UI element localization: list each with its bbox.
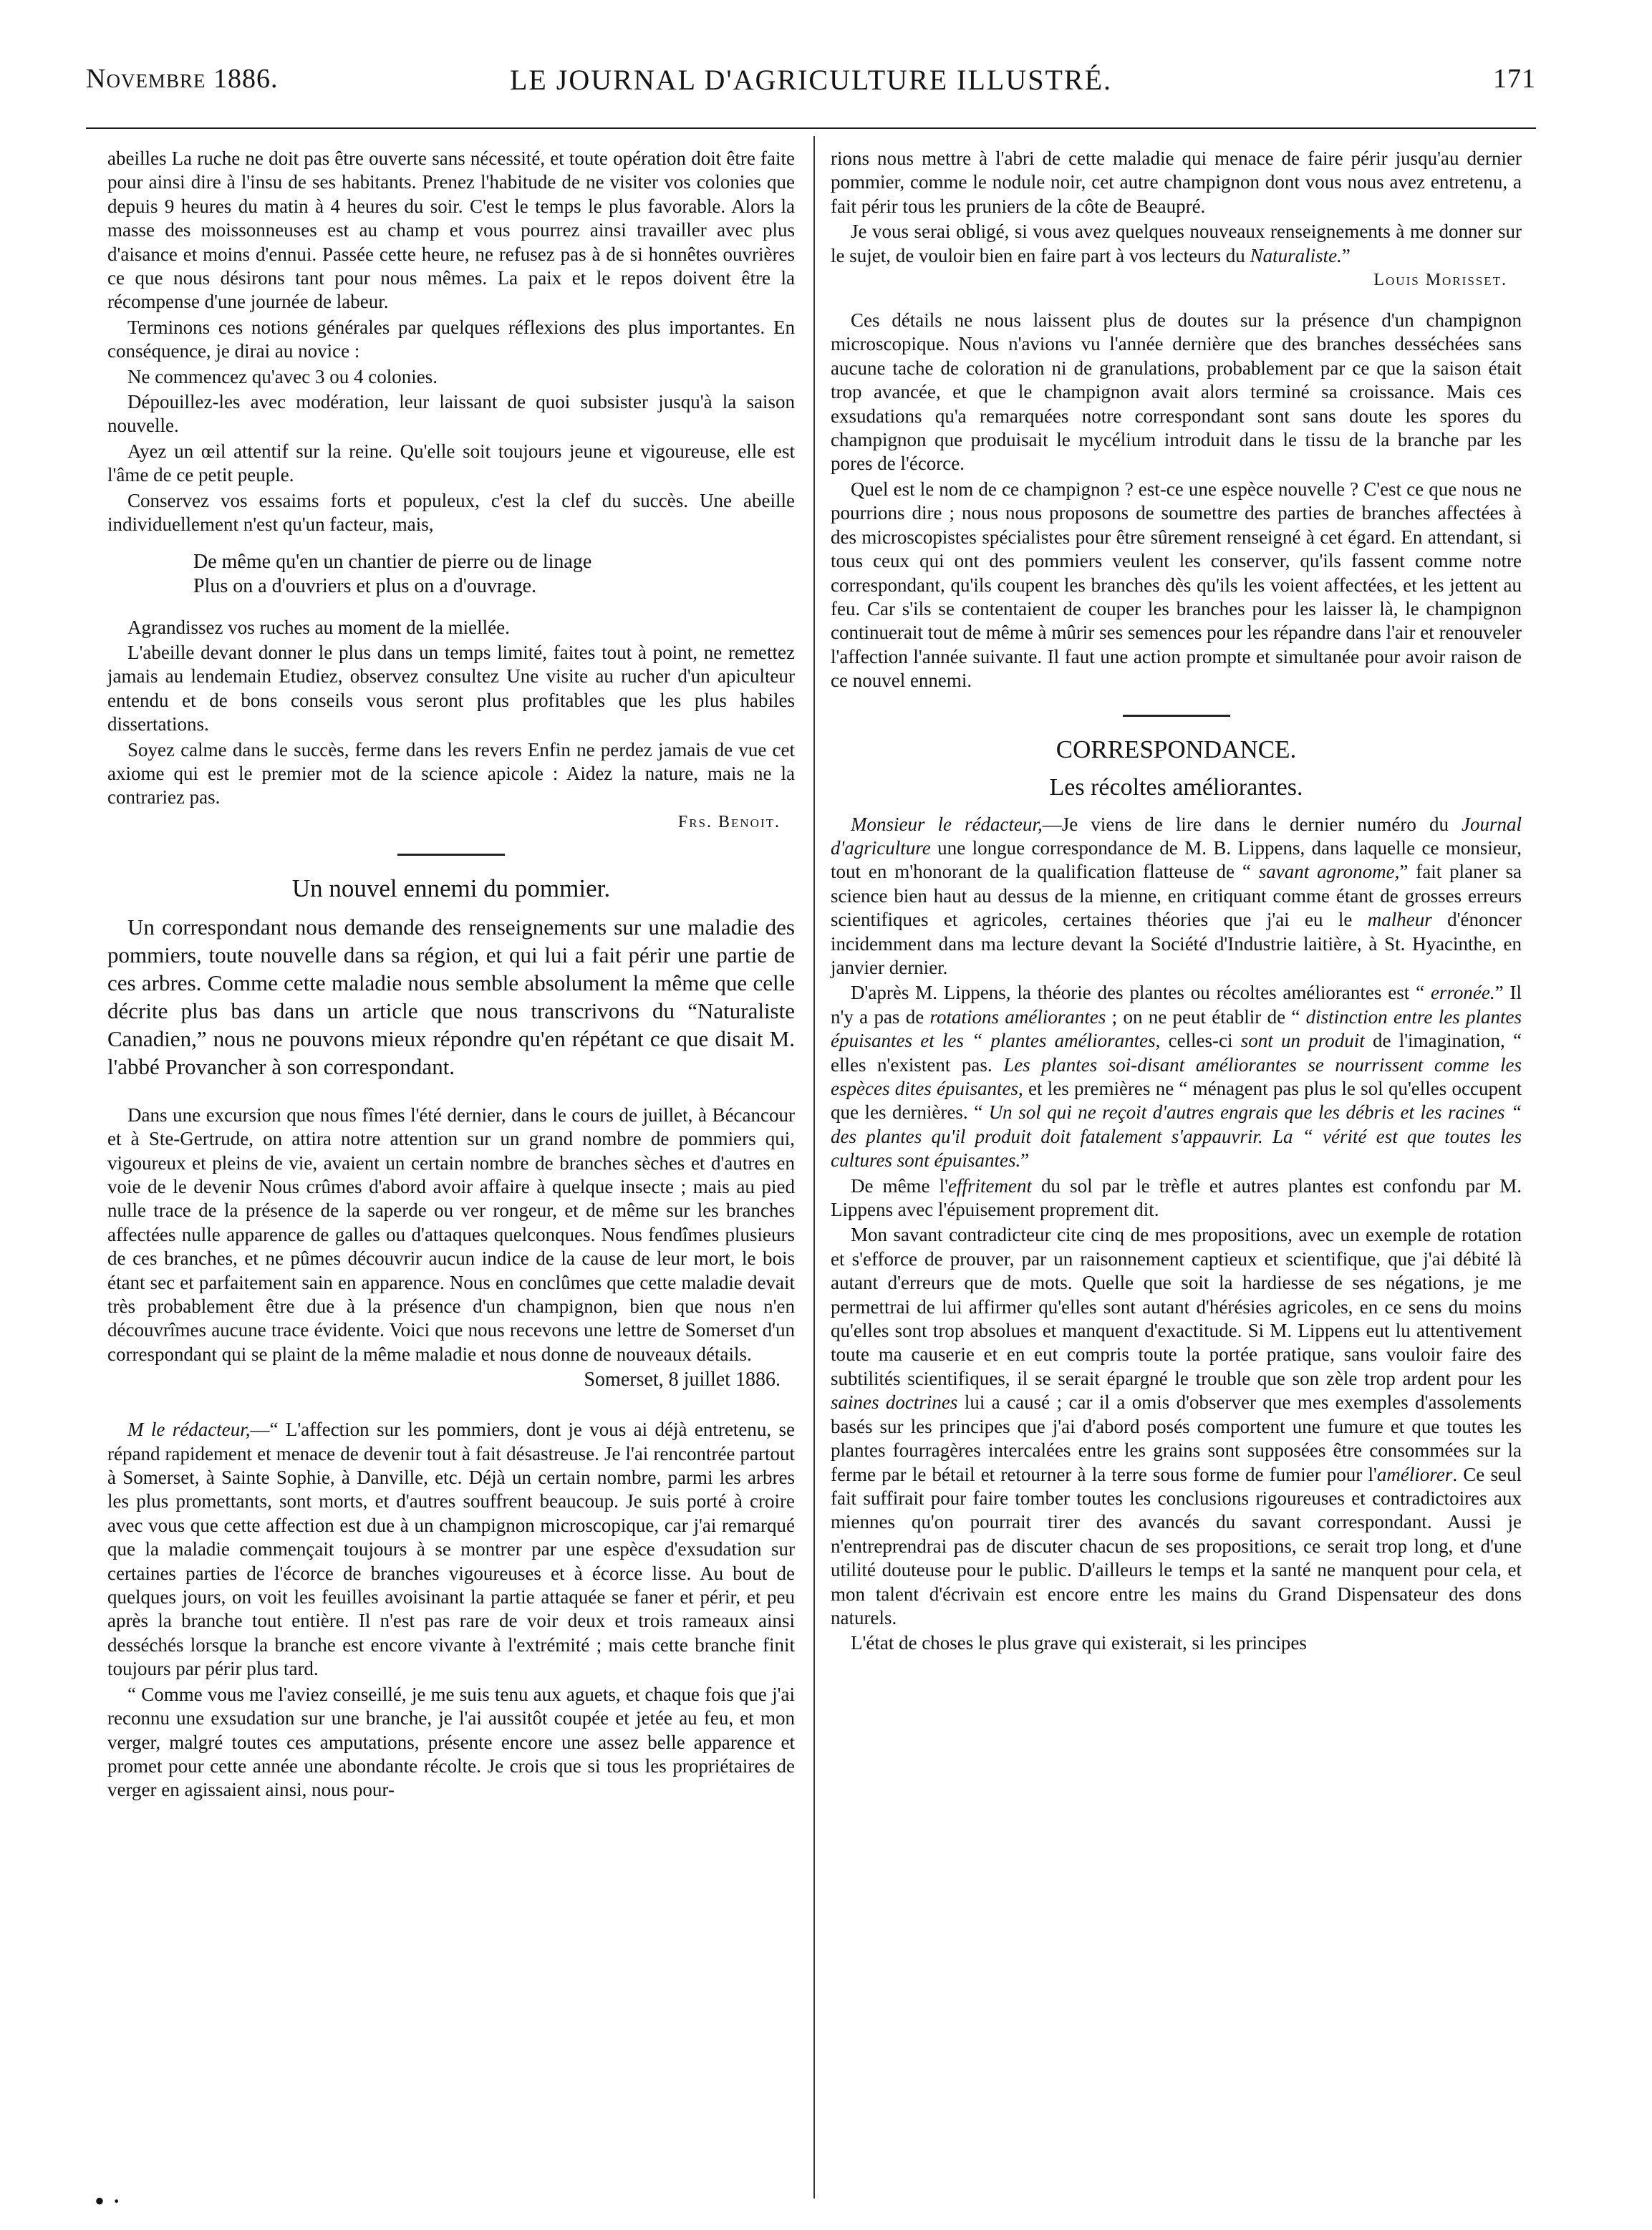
paragraph: Quel est le nom de ce champignon ? est-ce une espèce nouvelle ? C'est ce que nous ne pourrions dire ; nous nous proposons de soumettre des parties de branches affectées à des microscopistes spécialistes pour être sûrement renseigné à cet égard. En attendant, si tous ceux qui ont des pommiers veulent les conserver, qu'ils fassent comme notre correspondant, qu'ils coupent les branches dès qu'ils les voient affectées, et les jettent au feu. Car s'ils se contentaient de couper les branches pour les laisser là, le champignon continuerait tout de même à mûrir ses semences pour les répandre dans l'air et renouveler l'affection l'année suivante. Il faut une action prompte et simultanée pour avoir raison de ce nouvel ennemi. bbox=[831, 478, 1522, 692]
article-subtitle: Les récoltes améliorantes. bbox=[1049, 773, 1303, 801]
paragraph-text: —Je viens de lire dans le dernier numéro du bbox=[1042, 813, 1462, 835]
letter-dateline: Somerset, 8 juillet 1886. bbox=[584, 1369, 781, 1391]
italic-text: malheur bbox=[1367, 909, 1432, 931]
italic-text: Un sol qui ne reçoit d'autres engrais que les débris et les racines “ des plantes qu'il produit doit fatalement s'appauvrir. La “ vérité est que toutes les cultures sont épuisantes. bbox=[831, 1101, 1522, 1172]
section-divider bbox=[1123, 715, 1230, 717]
italic-text: rotations améliorantes bbox=[929, 1005, 1106, 1028]
italic-text: effritement bbox=[947, 1174, 1032, 1197]
verse-line: Plus on a d'ouvriers et plus on a d'ouvrage. bbox=[193, 574, 537, 597]
paragraph bbox=[831, 220, 1522, 268]
italic-text: Les plantes soi-disant améliorantes se nourrissent comme les espèces dites épuisantes bbox=[831, 1053, 1522, 1099]
letter-salutation: M le rédacteur, bbox=[127, 1419, 251, 1441]
paragraph-text: Je vous serai obligé, si vous avez quelques nouveaux renseignements à me donner sur le sujet, de vouloir bien en faire part à vos lecteurs du bbox=[831, 221, 1522, 266]
paragraph: L'abeille devant donner le plus dans un temps limité, faites tout à point, ne remettez jamais au lendemain Etudiez, observez consultez Une visite au rucher d'un apiculteur entendu et de bons conseils vous seront plus profitables que les plus habiles dissertations. bbox=[107, 641, 795, 735]
article-title: Un nouvel ennemi du pommier. bbox=[291, 874, 611, 902]
header-rule bbox=[86, 127, 1536, 129]
paragraph: Dans une excursion que nous fîmes l'été dernier, dans le cours de juillet, à Bécancour et à Ste-Gertrude, on attira notre attention sur un grand nombre de pommiers qui, vigoureux et pleins de vie, avaient un certain nombre de branches sèches et d'autres en voie de le devenir Nous crûmes d'abord avoir affaire à quelque insecte ; mais au pied nulle trace de la présence de la saperde ou ver rongeur, et de même sur les branches affectées nulle apparence de galles ou d'attaques quelconques. Nous fendîmes plusieurs de ces branches, et ne pûmes découvrir aucun indice de la cause de leur mort, le bois étant sec et parfaitement sain en apparence. Nous en conclûmes que cette maladie devait très probablement être due à la présence d'un champignon, bien que nous n'en découvrîmes aucune trace évidente. Voici que nous recevons une lettre de Somerset d'un correspondant qui se plaint de la même maladie et nous donne de nouveaux détails. bbox=[107, 1104, 795, 1365]
italic-text: saines doctrines bbox=[831, 1391, 958, 1414]
paragraph-text: , celles-ci bbox=[1155, 1030, 1241, 1052]
paragraph-text: ” fait planer sa science bien haut au dessus de la mienne, en critiquant comme étant de grosses erreurs scientifiques et agricoles, certaines théories que j'ai eu le bbox=[831, 861, 1522, 931]
italic-text: sont un produit bbox=[1240, 1030, 1365, 1052]
paragraph-text: Mon savant contradicteur cite cinq de mes propositions, avec un exemple de rotation et s'efforce de prouver, par un raisonnement captieux et scientifique, que j'ai débité là autant d'erreurs que de mots. Quelle que soit la hardiesse de ses négations, je me permettrai de lui affirmer qu'elles sont autant d'hérésies agricoles, en ce sens du moins qu'elles sont trop absolues et manquent d'exactitude. Si M. Lippens eut lu attentivement toute ma causerie et en eut compris toute la portée pratique, sans vouloir faire des subtilités scientifiques, il se serait épargné le trouble que son zèle trop ardent pour les bbox=[831, 1224, 1522, 1389]
paragraph bbox=[831, 981, 1522, 1172]
verse-quote bbox=[107, 550, 795, 599]
paragraph: Soyez calme dans le succès, ferme dans les revers Enfin ne perdez jamais de vue cet axiome qui est le premier mot de la science apicole : Aidez la nature, mais ne la contrariez pas. bbox=[107, 738, 795, 809]
italic-text: améliorer bbox=[1376, 1463, 1453, 1485]
left-column bbox=[107, 147, 795, 1804]
paragraph: Ne commencez qu'avec 3 ou 4 colonies. bbox=[127, 365, 438, 387]
paragraph-text: ” bbox=[1020, 1149, 1030, 1172]
paragraph-text: ” bbox=[1341, 244, 1351, 266]
author-signature: Louis Morisset. bbox=[1373, 271, 1507, 290]
journal-title: LE JOURNAL D'AGRICULTURE ILLUSTRÉ. bbox=[509, 64, 1113, 96]
page-number: 171 bbox=[1493, 64, 1536, 94]
page-header bbox=[86, 59, 1536, 102]
paragraph-text: . Ce seul fait suffirait pour faire tomber toutes les conclusions rigoureuses et contradictoires aux miennes qu'on pourrait tirer des avancés du savant correspondant. Aussi je n'entreprendrai pas de discuter chacun de ses propositions, ce serait trop long, et d'une utilité douteuse pour le public. D'ailleurs le temps et la santé ne manquent pour cela, et mon talent d'écrivain est encore entre les mains du Grand Dispensateur des dons naturels. bbox=[831, 1463, 1522, 1628]
italic-text: Journal d'agriculture bbox=[831, 813, 1522, 859]
header-date: Novembre 1886. bbox=[86, 64, 279, 94]
italic-text: distinction entre les plantes épuisantes et les “ plantes améliorantes bbox=[831, 1005, 1522, 1052]
italic-text: erronée. bbox=[1430, 982, 1495, 1004]
column-divider bbox=[813, 136, 815, 2198]
paragraph: Ayez un œil attentif sur la reine. Qu'elle soit toujours jeune et vigoureuse, elle est l'âme de ce petit peuple. bbox=[107, 440, 795, 486]
paragraph-text: De même l' bbox=[851, 1174, 948, 1197]
paragraph-text: une longue correspondance de M. B. Lippens, dans laquelle ce monsieur, tout en m'honorant de la qualification flatteuse de “ bbox=[831, 836, 1522, 883]
paragraph bbox=[831, 1223, 1522, 1630]
paragraph-text: ” Il n'y a pas de bbox=[831, 982, 1522, 1028]
paragraph: Conservez vos essaims forts et populeux, c'est la clef du succès. Une abeille individuellement n'est qu'un facteur, mais, bbox=[107, 489, 795, 536]
intro-paragraph: Un correspondant nous demande des renseignements sur une maladie des pommiers, toute nouvelle dans sa région, et qui lui a fait périr une partie de ces arbres. Comme cette maladie nous semble absolument la même que celle décrite plus bas dans un article que nous transcrivons du “Naturaliste Canadien,” nous ne pouvons mieux répondre qu'en répétant ce que disait M. l'abbé Provancher à son correspondant. bbox=[107, 914, 795, 1079]
section-title: CORRESPONDANCE. bbox=[1056, 735, 1297, 763]
paragraph-text: d'énoncer incidemment dans ma lecture devant la Société d'Industrie laitière, à St. Hyacinthe, en janvier dernier. bbox=[831, 909, 1522, 978]
author-signature: Frs. Benoit. bbox=[677, 812, 781, 831]
paragraph bbox=[831, 1174, 1522, 1222]
paragraph: Dépouillez-les avec modération, leur laissant de quoi subsister jusqu'à la saison nouvelle. bbox=[107, 391, 795, 437]
paragraph bbox=[831, 813, 1522, 980]
paragraph-text: ; on ne peut établir de “ bbox=[1106, 1005, 1306, 1028]
right-column bbox=[831, 147, 1522, 1657]
paragraph: Ces détails ne nous laissent plus de doutes sur la présence d'un champignon microscopique. Nous n'avions vu l'année dernière que des branches desséchées sans aucune tache de coloration ni de granulations, probablement par ce que la saison était trop avancée, et que le champignon avait alors terminé sa croissance. Mais ces exsudations qu'a remarquées notre correspondant sont sans doute les spores du champignon que produisait le mycélium introduit dans le tissu de la branche par les pores de l'écorce. bbox=[831, 309, 1522, 475]
section-divider bbox=[397, 854, 505, 856]
paragraph: L'état de choses le plus grave qui existerait, si les principes bbox=[851, 1632, 1307, 1654]
printer-marks: • · bbox=[95, 2185, 122, 2217]
paragraph: rions nous mettre à l'abri de cette maladie qui menace de faire périr jusqu'au dernier pommier, comme le nodule noir, cet autre champignon dont vous nous avez entretenu, a fait périr tous les pruniers de la côte de Beaupré. bbox=[831, 148, 1522, 217]
italic-text: savant agronome, bbox=[1258, 861, 1400, 883]
paragraph-text: du sol par le trèfle et autres plantes est confondu par M. Lippens avec l'épuisement proprement dit. bbox=[831, 1174, 1522, 1221]
verse-line: De même qu'en un chantier de pierre ou de linage bbox=[193, 550, 592, 573]
paragraph-text: de l'imagination, “ elles n'existent pas. bbox=[831, 1030, 1522, 1076]
paragraph-text: lui a causé ; car il a omis d'observer que mes exemples d'assolements basés sur les principes que j'ai d'abord posés comportent une fumure et que toutes les plantes fourragères intercalées entre les grains sont supposées être consommées sur la ferme par le bétail et retourner à la terre sous forme de fumier pour l' bbox=[831, 1391, 1522, 1485]
letter-salutation: Monsieur le rédacteur, bbox=[851, 813, 1043, 835]
paragraph: Terminons ces notions générales par quelques réflexions des plus importantes. En conséquence, je dirai au novice : bbox=[107, 316, 795, 362]
paragraph-text: D'après M. Lippens, la théorie des plantes ou récoltes améliorantes est “ bbox=[851, 982, 1431, 1004]
paragraph: Agrandissez vos ruches au moment de la miellée. bbox=[127, 616, 510, 638]
italic-text: Naturaliste. bbox=[1250, 244, 1342, 266]
paragraph-text: —“ L'affection sur les pommiers, dont je vous ai déjà entretenu, se répand rapidement et menace de devenir tout à fait désastreuse. Je l'ai rencontrée partout à Somerset, à Sainte Sophie, à Danville, etc. Déjà un certain nombre, parmi les arbres les plus promettants, sont morts, et d'autres souffrent beaucoup. Je suis porté à croire avec vous que cette affection est due à un champignon microscopique, car j'ai remarqué que la maladie commençait toujours à se montrer par une espèce d'exsudation sur certaines parties de l'écorce de branches vigoureuses et à écorce lisse. Au bout de quelques jours, on voit les feuilles avoisinant la partie attaquée se faner et périr, et peu après la branche tout entière. Il n'est pas rare de voir deux et trois rameaux ainsi desséchés lorsque la branche est encore vivante à l'extrémité ; mais cette branche finit toujours par périr plus tard. bbox=[107, 1419, 796, 1680]
paragraph-text: , et les premières ne “ ménagent pas plus le sol qu'elles occupent que les dernières. “ bbox=[831, 1078, 1522, 1124]
paragraph: “ Comme vous me l'aviez conseillé, je me suis tenu aux aguets, et chaque fois que j'ai reconnu une exsudation sur une branche, je l'ai aussitôt coupée et jetée au feu, et mon verger, malgré toutes ces amputations, présente encore une assez belle apparence et promet pour cette année une abondante récolte. Je crois que si tous les propriétaires de verger en agissaient ainsi, nous pour- bbox=[107, 1683, 795, 1801]
paragraph: abeilles La ruche ne doit pas être ouverte sans nécessité, et toute opération doit être faite pour ainsi dire à l'insu de ses habitants. Prenez l'habitude de ne visiter vos colonies que depuis 9 heures du matin à 4 heures du soir. C'est le temps le plus favorable. Alors la masse des moissonneuses est au champ et vous pourrez ainsi travailler avec plus d'aisance et moins d'ennui. Passée cette heure, ne refusez pas à de si honnêtes ouvrières ce que nous désirons tant pour nous mêmes. La paix et le repos doivent être la récompense d'une journée de labeur. bbox=[107, 148, 795, 313]
paragraph bbox=[107, 1418, 795, 1681]
